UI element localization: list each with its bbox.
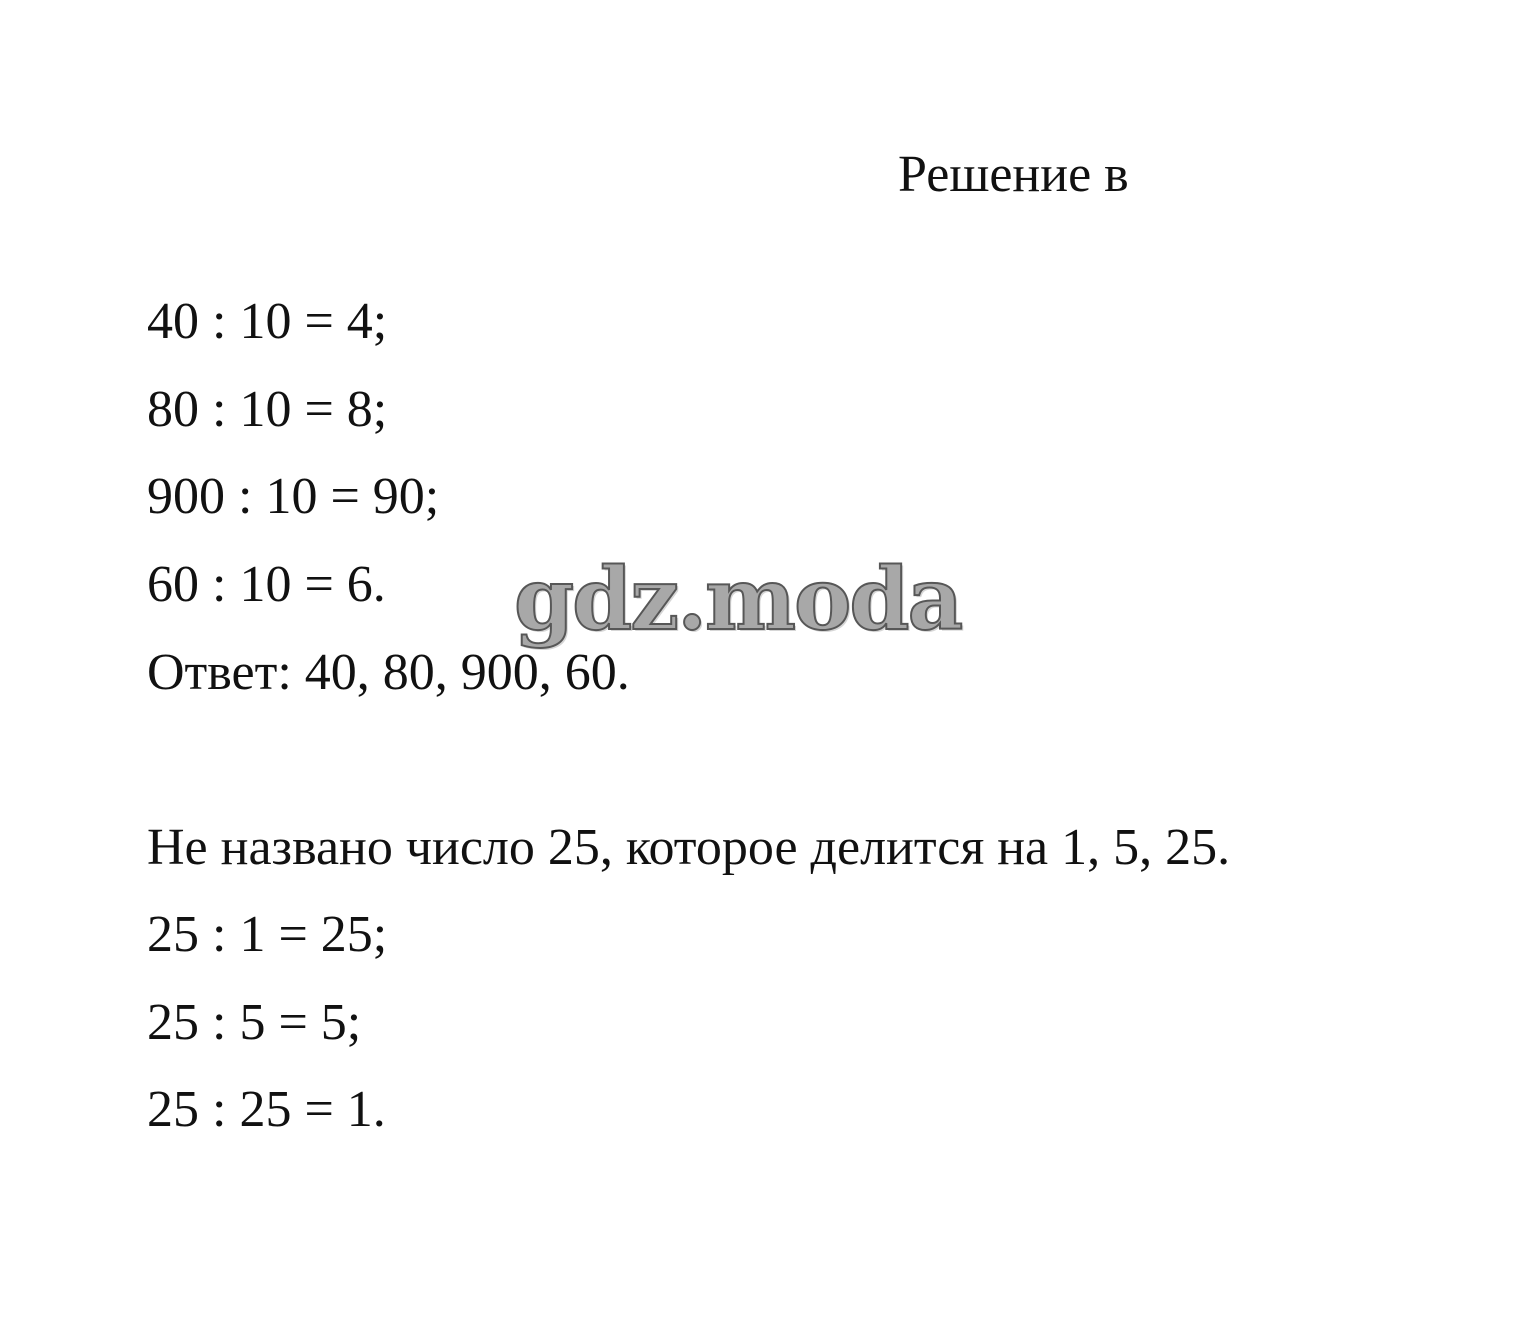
equation-line: 40 : 10 = 4;	[147, 293, 388, 350]
watermark-logo: gdz.moda	[514, 549, 962, 650]
equation-line: 25 : 5 = 5;	[147, 994, 362, 1051]
statement-line: Не названо число 25, которое делится на 1, 5, 25.	[147, 819, 1231, 876]
equation-line: 900 : 10 = 90;	[147, 468, 440, 525]
equation-line: 60 : 10 = 6.	[147, 556, 386, 613]
answer-line: Ответ: 40, 80, 900, 60.	[147, 644, 630, 701]
solution-heading: Решение в	[898, 146, 1129, 203]
equation-line: 80 : 10 = 8;	[147, 381, 388, 438]
equation-line: 25 : 25 = 1.	[147, 1081, 386, 1138]
equation-line: 25 : 1 = 25;	[147, 906, 388, 963]
